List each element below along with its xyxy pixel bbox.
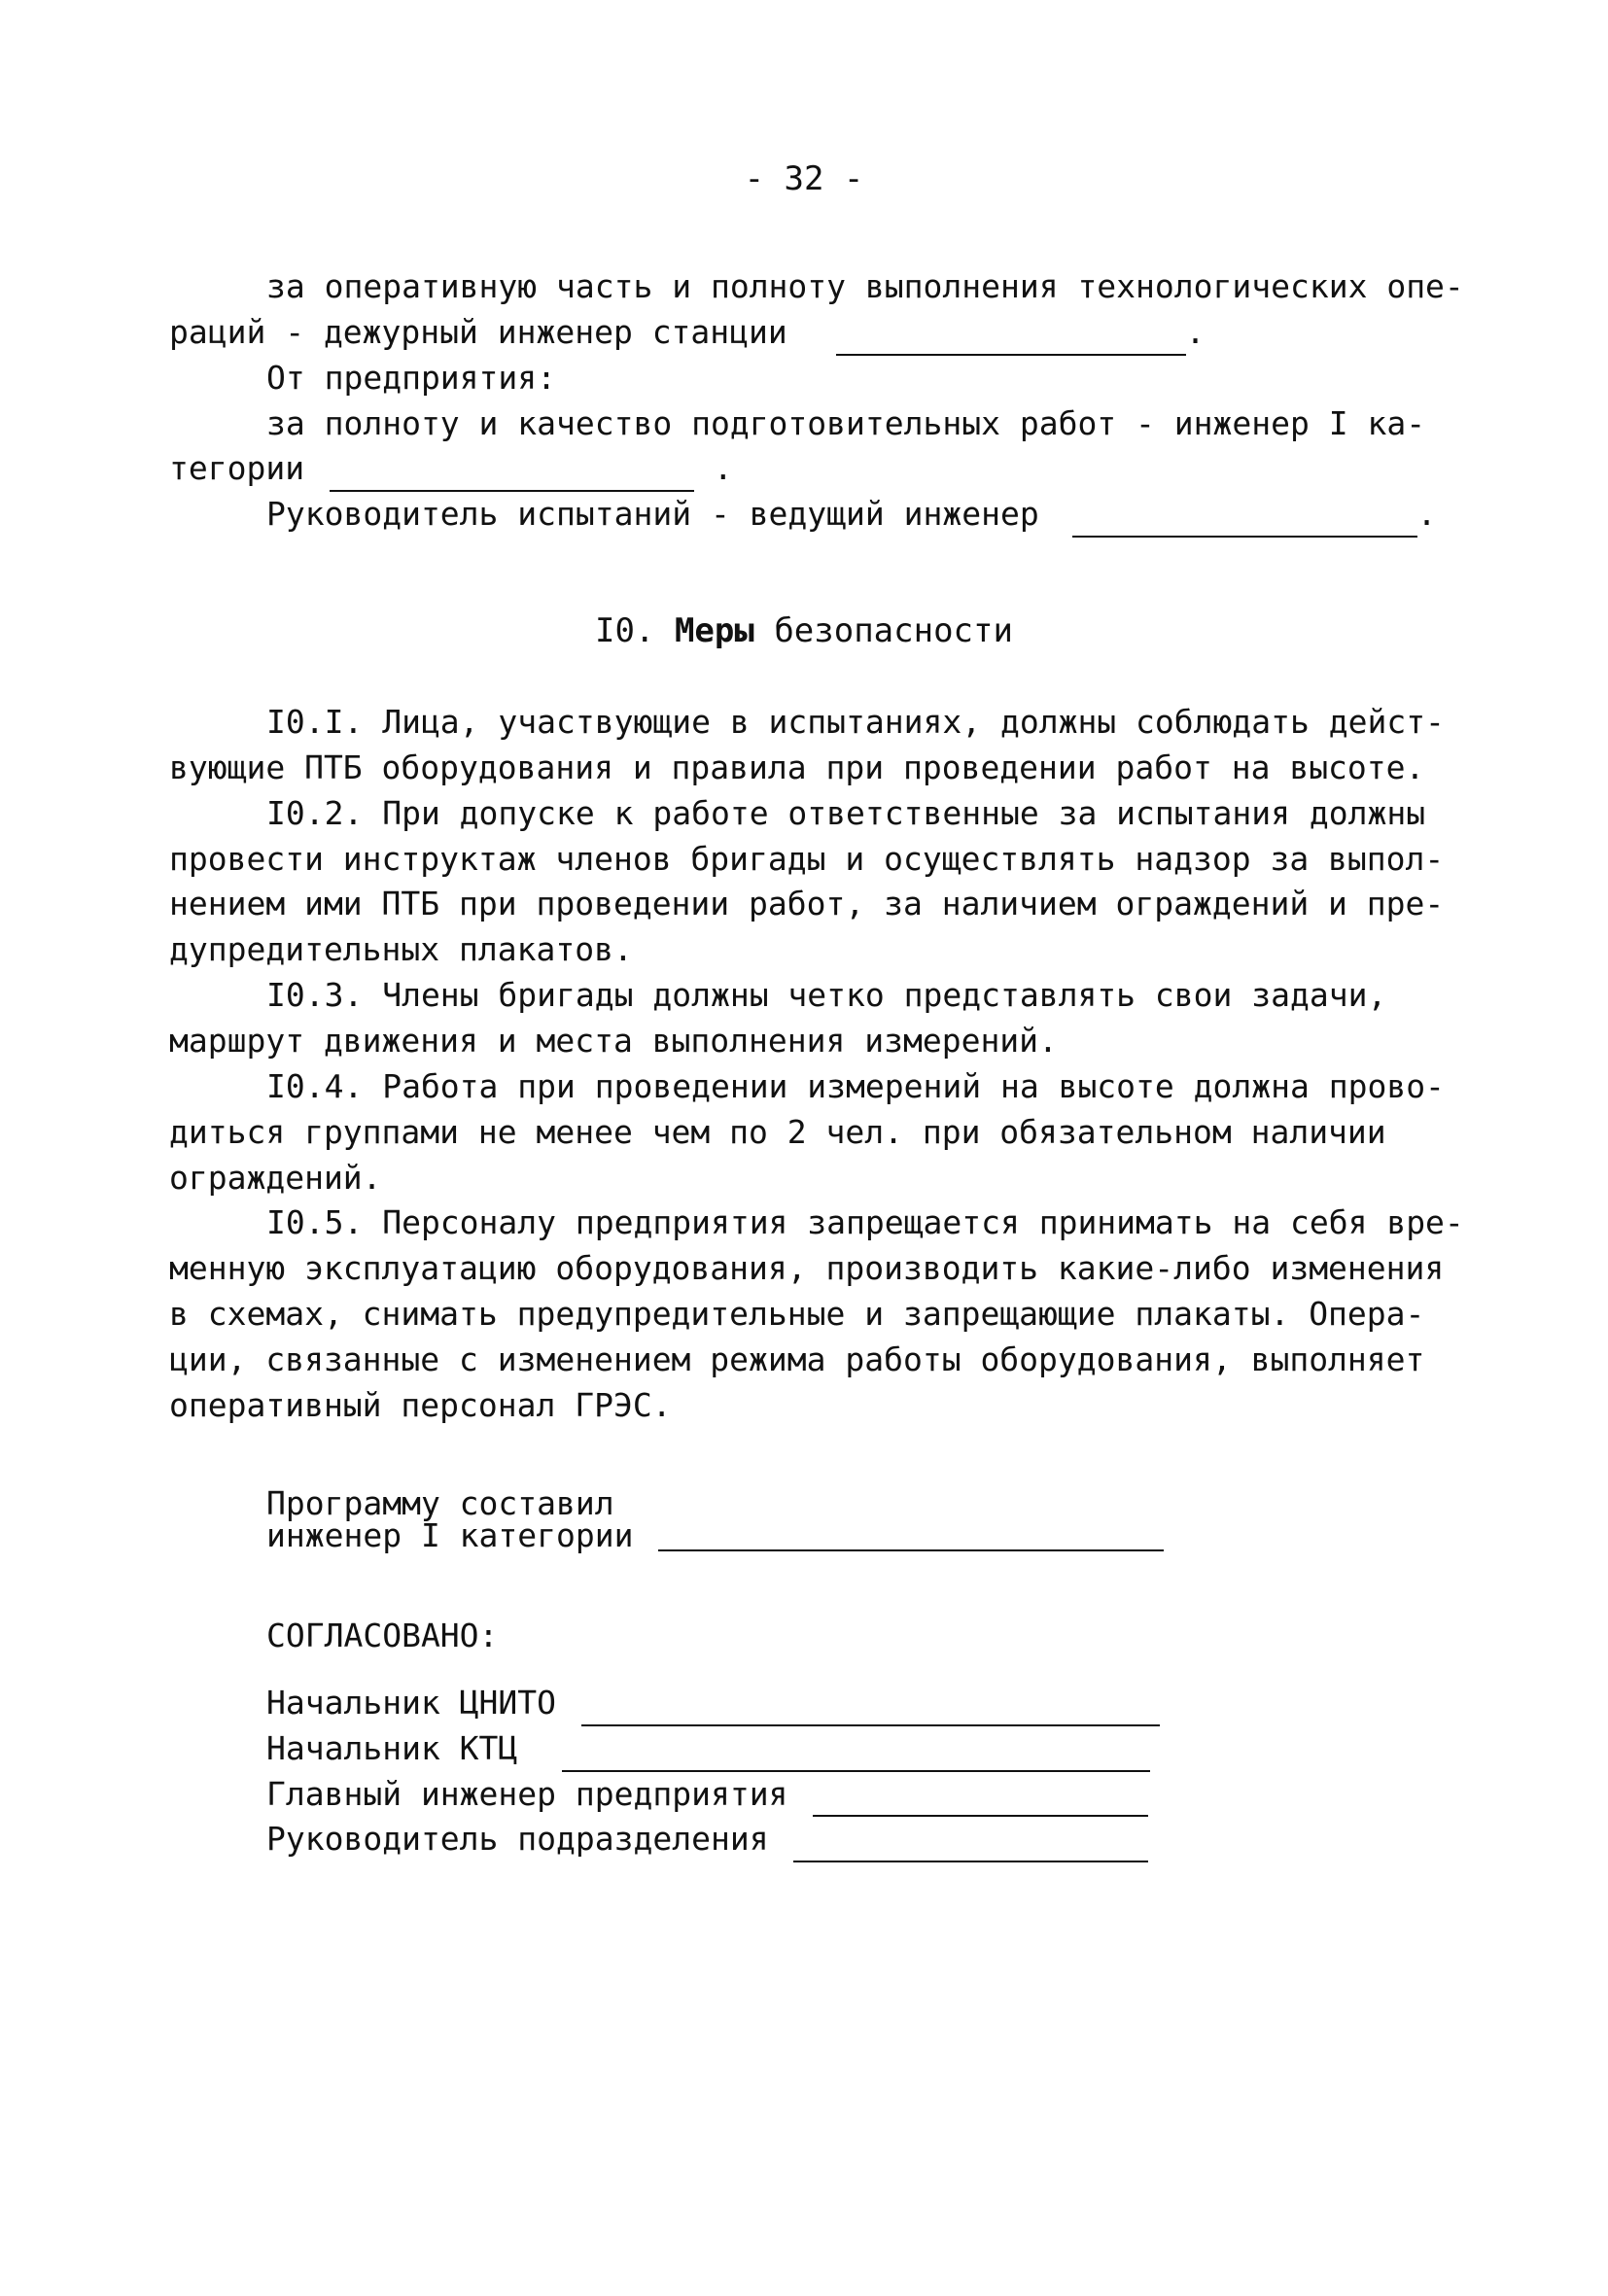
paragraph-line: ции, связанные с изменением режима работы оборудования, выполняет	[169, 1340, 1425, 1379]
responsibilities-block	[169, 264, 1464, 538]
paragraph-10-4	[169, 1064, 1452, 1201]
paragraph-line: нением ими ПТБ при проведении работ, за наличием ограждений и пре-	[169, 885, 1445, 923]
paragraph-line: вующие ПТБ оборудования и правила при проведении работ на высоте.	[169, 748, 1425, 786]
paragraph-10-3	[169, 973, 1452, 1064]
period: .	[1185, 312, 1206, 351]
responsibility-line-4	[169, 446, 1452, 492]
period: .	[1416, 495, 1437, 534]
responsibility-line-2	[169, 310, 1452, 356]
signature-blank-chief-engineer	[813, 1780, 1148, 1817]
paragraph-line: в схемах, снимать предупредительные и запрещающие плакаты. Опера-	[169, 1295, 1425, 1334]
paragraph-line: I0.4. Работа при проведении измерений на высоте должна прово-	[266, 1066, 1445, 1105]
paragraph-line: диться группами не менее чем по 2 чел. при обязательном наличии	[169, 1112, 1386, 1151]
period: .	[713, 449, 733, 488]
paragraph-line: провести инструктаж членов бригады и осуществлять надзор за выпол-	[169, 839, 1445, 878]
compiled-by-block	[266, 1484, 1239, 1554]
responsibility-line-3: за полноту и качество подготовительных работ - инженер I ка-	[266, 403, 1426, 442]
paragraph-10-5	[169, 1200, 1464, 1428]
from-enterprise-label: От предприятия:	[266, 358, 557, 397]
signature-blank-test-leader	[1072, 501, 1417, 538]
compiled-by-line-1: Программу составил	[266, 1484, 614, 1522]
section-heading	[0, 608, 1608, 654]
paragraph-line: I0.5. Персоналу предприятия запрещается принимать на себя вре-	[266, 1203, 1464, 1242]
paragraph-line: I0.2. При допуске к работе ответственные за испытания должны	[266, 793, 1426, 832]
signature-blank-ktc	[562, 1734, 1150, 1771]
agreed-label: СОГЛАСОВАНО:	[266, 1617, 499, 1654]
section-title-bold: Меры	[674, 611, 754, 650]
responsibility-line-1: за оперативную часть и полноту выполнения технологических опе-	[266, 267, 1464, 305]
compiled-by-title: инженер I категории	[266, 1516, 634, 1554]
approver-title: Главный инженер предприятия	[266, 1774, 788, 1813]
signature-blank-division-head	[793, 1826, 1148, 1862]
signature-blank-engineer	[330, 455, 694, 492]
paragraph-line: оперативный персонал ГРЭС.	[169, 1385, 672, 1424]
paragraph-10-1	[169, 700, 1452, 791]
section-title-rest: безопасности	[774, 611, 1013, 650]
responsibility-line-5	[169, 492, 1452, 538]
paragraph-line: менную эксплуатацию оборудования, производить какие-либо изменения	[169, 1249, 1445, 1288]
paragraph-line: маршрут движения и места выполнения измерений.	[169, 1022, 1058, 1061]
category-label: тегории	[169, 449, 305, 488]
signature-blank-duty-engineer	[836, 318, 1186, 355]
approver-row-chief-engineer	[266, 1772, 1239, 1818]
paragraph-line: дупредительных плакатов.	[169, 930, 633, 969]
duty-engineer-label: раций - дежурный инженер станции	[169, 312, 787, 351]
agreed-block	[266, 1614, 1239, 1862]
test-leader-label: Руководитель испытаний - ведущий инженер	[266, 495, 1039, 534]
signature-blank-cnito	[581, 1688, 1160, 1725]
safety-paragraphs	[169, 700, 1464, 1429]
page-number: - 32 -	[744, 159, 864, 198]
paragraph-line: I0.3. Члены бригады должны четко представлять свои задачи,	[266, 976, 1387, 1015]
approver-row-division-head	[266, 1817, 1239, 1862]
signature-blank-compiler	[658, 1520, 1164, 1551]
approver-row-ktc	[266, 1726, 1239, 1772]
paragraph-line: I0.I. Лица, участвующие в испытаниях, должны соблюдать дейст-	[266, 703, 1445, 741]
approver-title: Начальник КТЦ	[266, 1728, 518, 1767]
compiled-by-line-2	[266, 1516, 1239, 1554]
approver-row-cnito	[266, 1681, 1239, 1726]
approver-title: Руководитель подразделения	[266, 1820, 769, 1859]
paragraph-line: ограждений.	[169, 1158, 382, 1197]
approver-title: Начальник ЦНИТО	[266, 1683, 557, 1722]
paragraph-10-2	[169, 791, 1452, 973]
section-number: I0.	[595, 611, 655, 650]
